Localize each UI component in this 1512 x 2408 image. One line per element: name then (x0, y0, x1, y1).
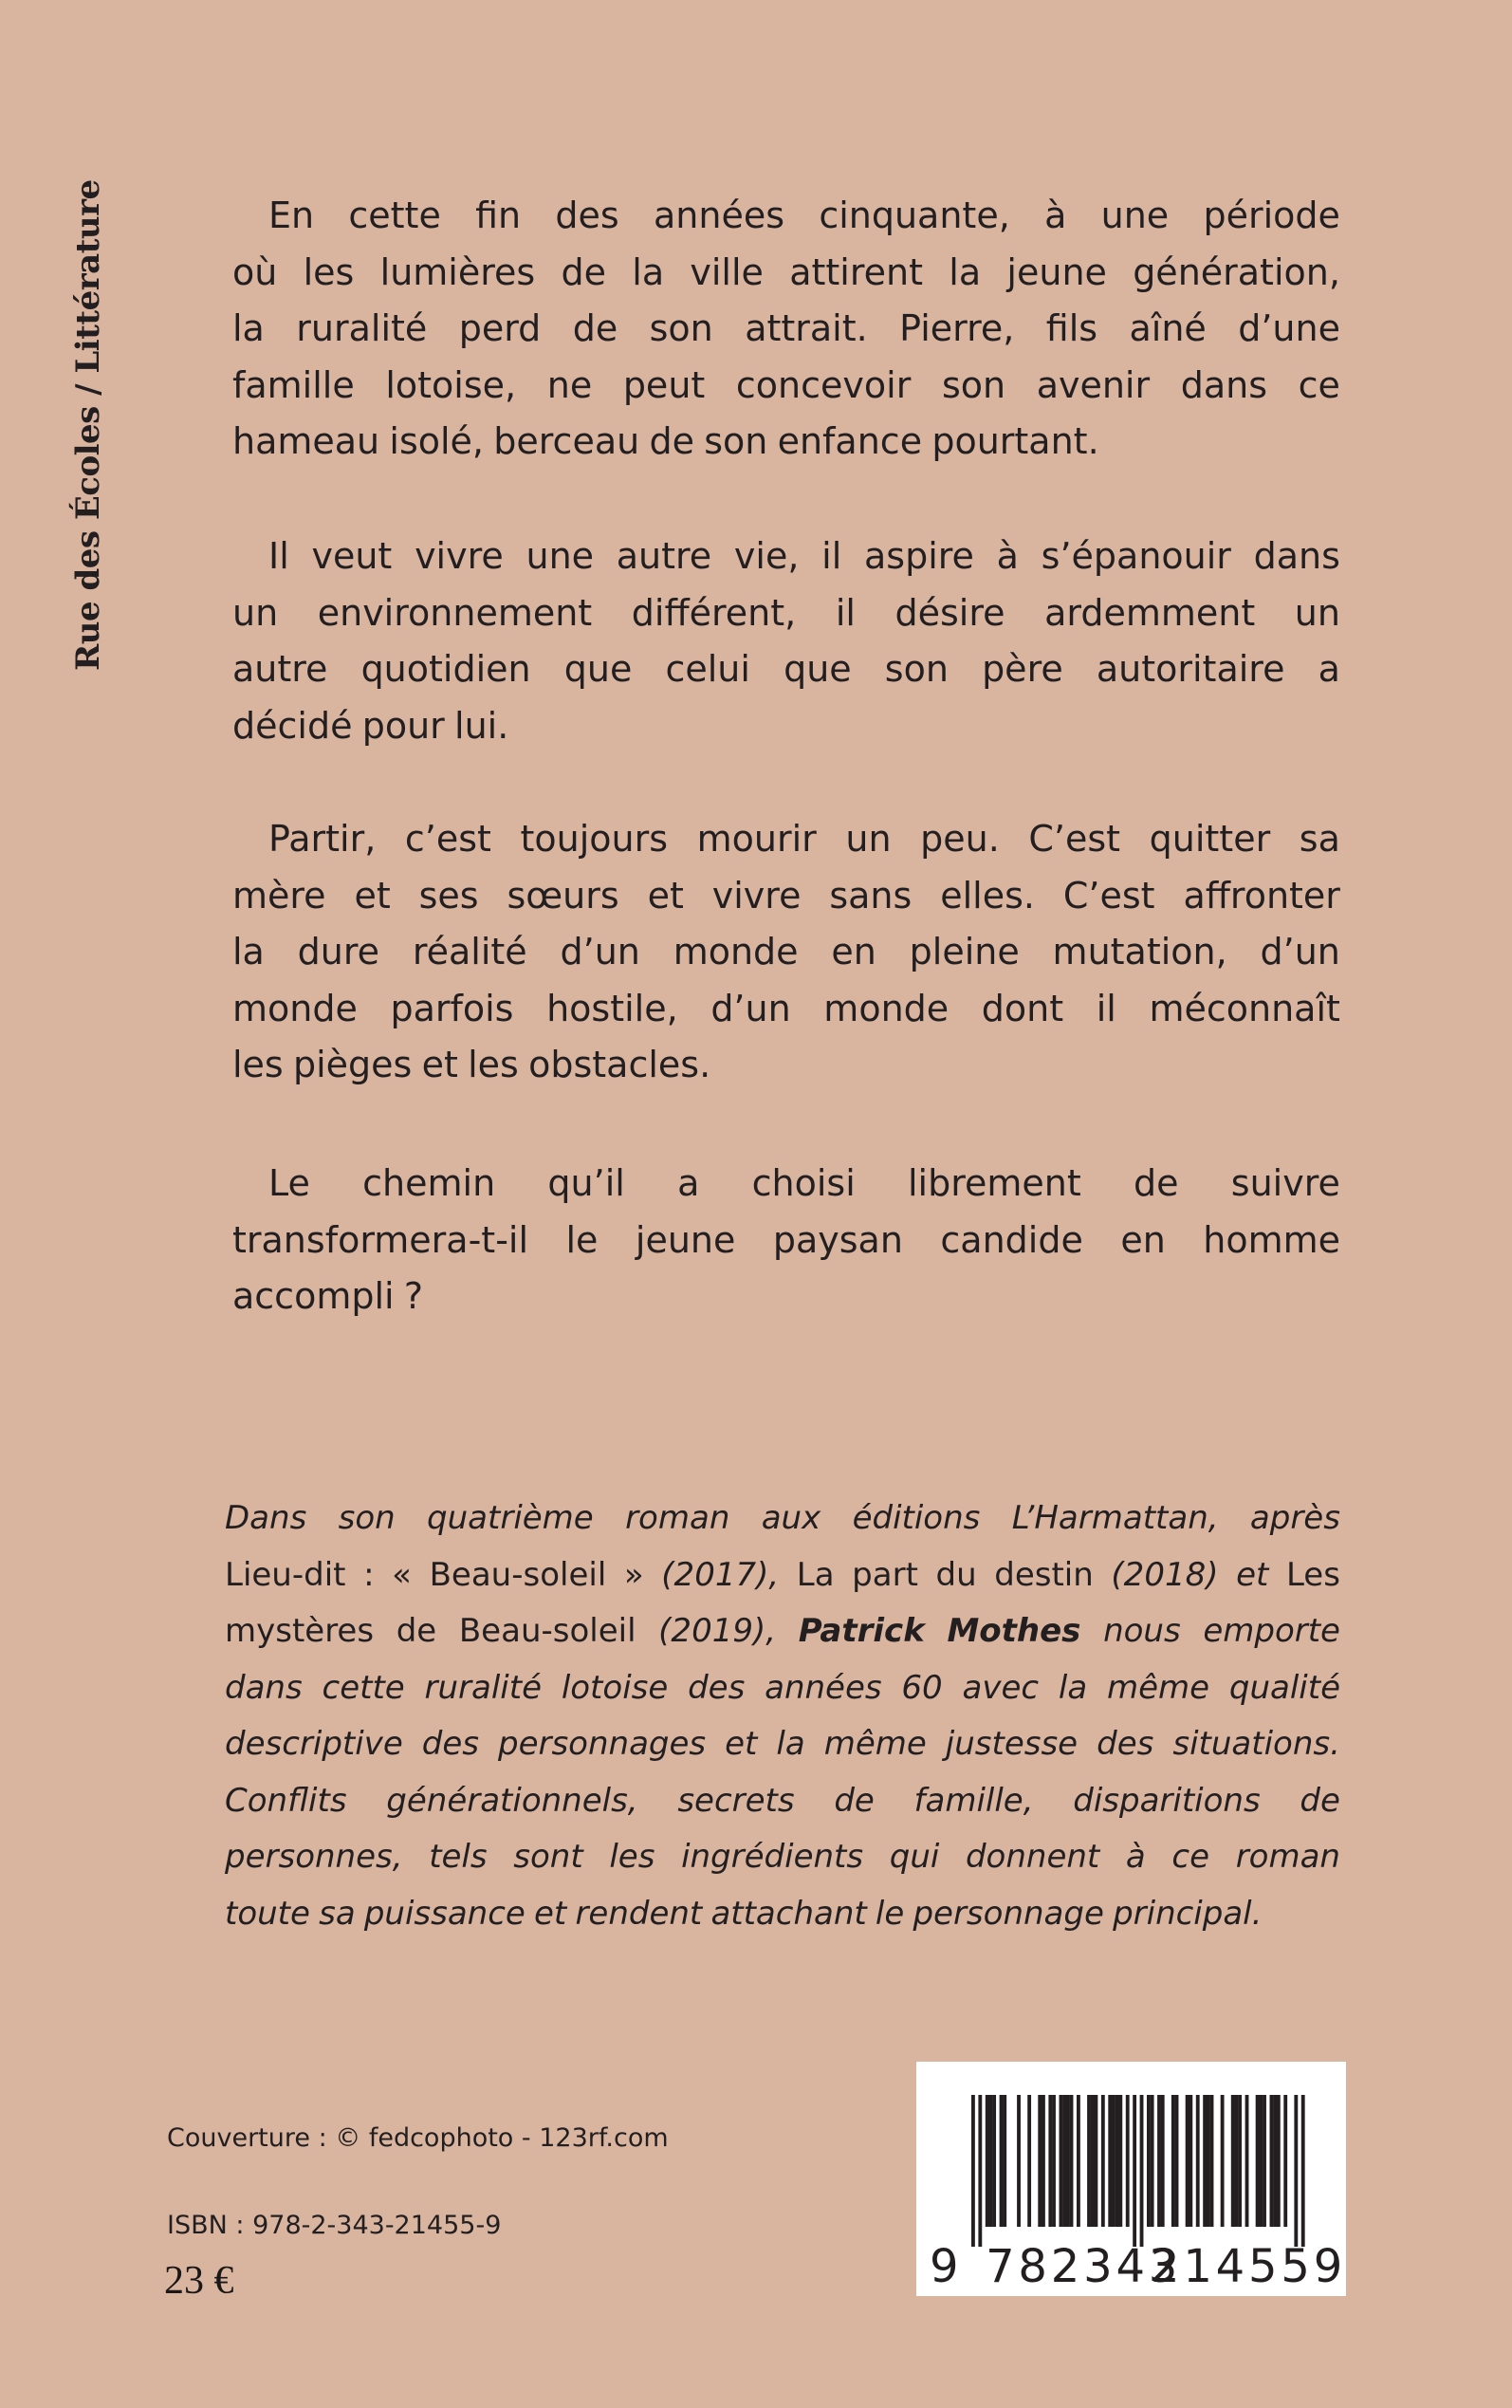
ean13-barcode-graphic (916, 2062, 1346, 2296)
synopsis-paragraph (232, 188, 1340, 471)
synopsis-line: un environnement différent, il désire ardemment un (232, 591, 1340, 634)
synopsis-line: mère et ses sœurs et vivre sans elles. C’est affronter (232, 874, 1340, 917)
synopsis-paragraph (232, 1156, 1340, 1325)
blurb-line: Lieu-dit : « Beau-soleil » (2017), La part du destin (2018) et Les (225, 1555, 1340, 1594)
blurb-line: Dans son quatrième roman aux éditions L’Harmattan, après (225, 1499, 1340, 1537)
cover-credit: Couverture : © fedcophoto - 123rf.com (167, 2123, 669, 2153)
synopsis-line: la dure réalité d’un monde en pleine mutation, d’un (232, 931, 1340, 972)
synopsis-line: monde parfois hostile, d’un monde dont il méconnaît (232, 987, 1340, 1029)
price-label: 23 € (164, 2259, 234, 2303)
spine-collection-label (68, 111, 108, 671)
barcode (916, 2062, 1346, 2296)
synopsis-line: hameau isolé, berceau de son enfance pourtant. (232, 420, 1099, 462)
synopsis-line: autre quotidien que celui que son père autoritaire a (232, 648, 1340, 690)
barcode-digits: 214559 (1151, 2240, 1346, 2293)
synopsis-line: En cette fin des années cinquante, à une période (268, 194, 1340, 236)
barcode-digits: 782343 (986, 2240, 1182, 2293)
blurb-line: toute sa puissance et rendent attachant le personnage principal. (225, 1894, 1263, 1933)
synopsis-line: transformera-t-il le jeune paysan candide en homme (232, 1218, 1340, 1261)
synopsis-line: où les lumières de la ville attirent la jeune génération, (232, 250, 1340, 293)
synopsis-line: décidé pour lui. (232, 704, 509, 747)
blurb-line: dans cette ruralité lotoise des années 60 avec la même qualité (225, 1668, 1340, 1707)
blurb-line: personnes, tels sont les ingrédients qui donnent à ce roman (225, 1838, 1340, 1876)
synopsis-paragraph (232, 811, 1340, 1094)
blurb-line: Conflits générationnels, secrets de famille, disparitions de (225, 1781, 1340, 1820)
synopsis-line: les pièges et les obstacles. (232, 1044, 711, 1085)
synopsis-line: famille lotoise, ne peut concevoir son avenir dans ce (232, 363, 1340, 406)
author-blurb (225, 1491, 1340, 1942)
synopsis-line: Il veut vivre une autre vie, il aspire à s’épanouir dans (268, 535, 1340, 577)
blurb-line: descriptive des personnages et la même justesse des situations. (225, 1725, 1340, 1763)
isbn-label: ISBN : 978-2-343-21455-9 (167, 2211, 502, 2240)
collection-name: Rue des Écoles / Littérature (69, 179, 107, 671)
barcode-digits: 9 (930, 2240, 959, 2293)
synopsis-line: accompli ? (232, 1275, 423, 1317)
synopsis-line: Partir, c’est toujours mourir un peu. C’est quitter sa (268, 818, 1340, 860)
blurb-line: mystères de Beau-soleil (2019), Patrick Mothes nous emporte (225, 1612, 1340, 1650)
synopsis-paragraph (232, 528, 1340, 754)
synopsis-line: Le chemin qu’il a choisi librement de suivre (268, 1162, 1340, 1204)
synopsis-line: la ruralité perd de son attrait. Pierre, fils aîné d’une (232, 307, 1340, 349)
